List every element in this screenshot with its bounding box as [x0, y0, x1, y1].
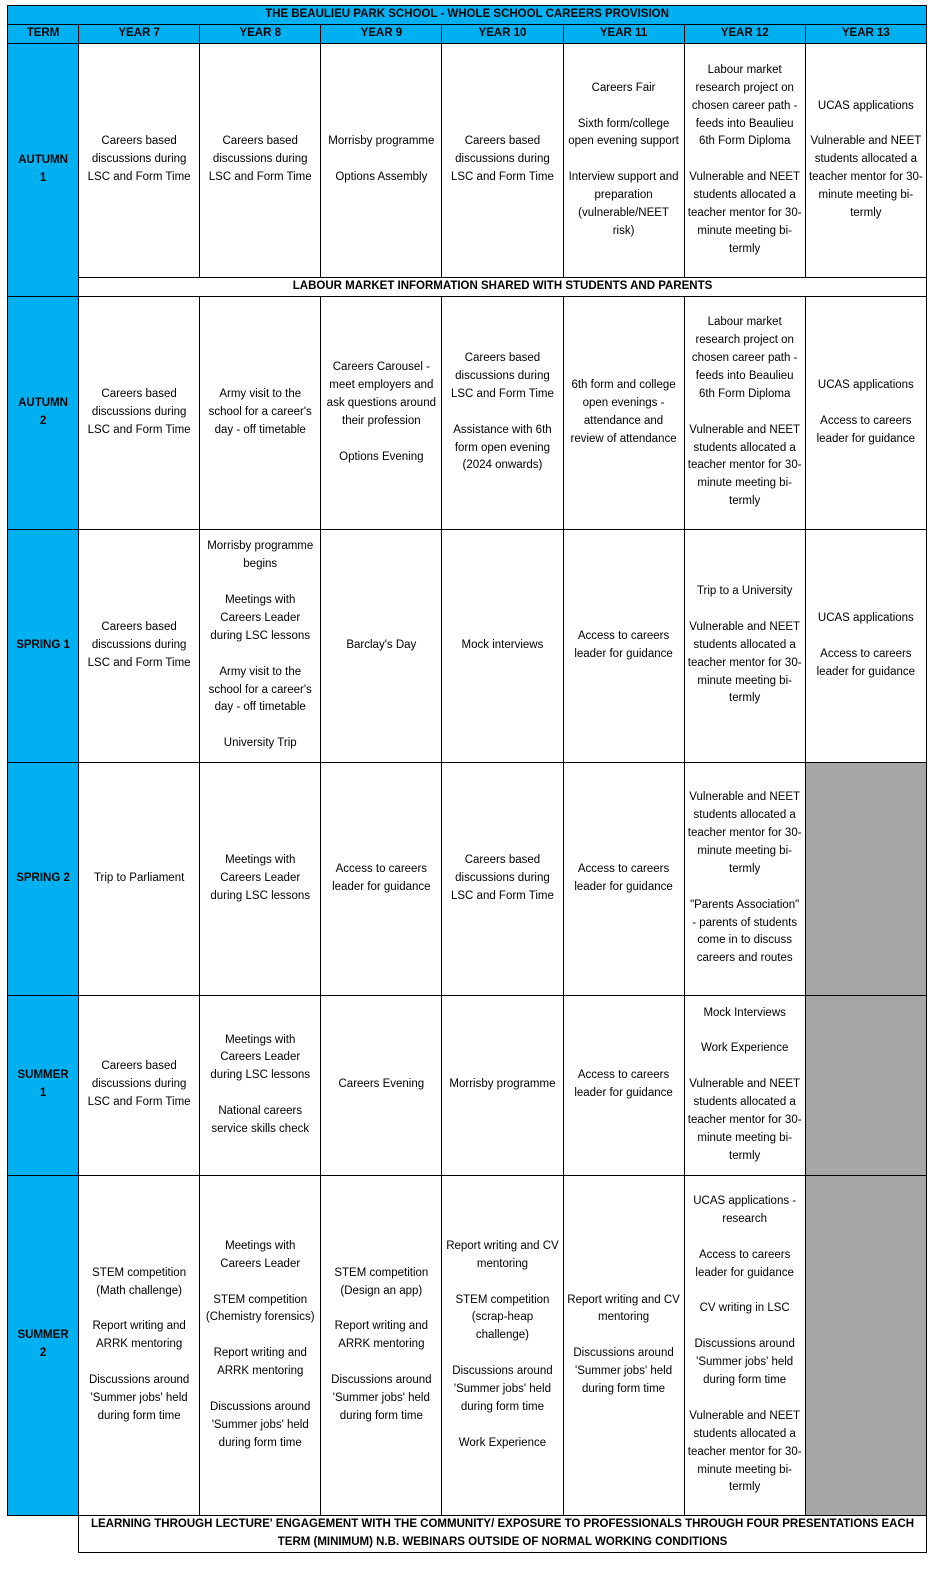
activity-cell	[684, 529, 805, 762]
activity-item: UCAS applications	[817, 611, 914, 624]
activity-item: Careers based discussions during LSC and Form Time	[450, 352, 554, 400]
activity-cell	[442, 762, 563, 995]
lmi-band-row	[8, 277, 927, 296]
activity-cell	[79, 43, 200, 277]
activity-item: Access to careers leader for guidance	[332, 862, 431, 893]
activity-item: Access to careers leader for guidance	[574, 1069, 673, 1100]
activity-cell	[321, 762, 442, 995]
table-body	[8, 6, 927, 1553]
activity-item: Interview support and preparation (vulnerable/NEET risk)	[568, 171, 679, 237]
activity-item: Discussions around 'Summer jobs' held during form time	[210, 1400, 311, 1449]
activity-item: Army visit to the school for a career's day - off timetable	[208, 387, 312, 436]
term-label	[8, 529, 79, 762]
column-header-row	[8, 24, 927, 43]
term-row	[8, 995, 927, 1175]
activity-item: STEM competition (scrap-heap challenge)	[455, 1293, 550, 1342]
activity-item: Army visit to the school for a career's day - off timetable	[208, 665, 312, 714]
footer-row	[8, 1515, 927, 1552]
activity-item: Morrisby programme	[328, 135, 435, 148]
column-header-year-13: YEAR 13	[805, 24, 926, 43]
term-row	[8, 529, 927, 762]
activity-cell	[563, 296, 684, 529]
activity-cell	[79, 529, 200, 762]
term-label-line: SUMMER	[17, 1329, 69, 1342]
activity-item: Discussions around 'Summer jobs' held during form time	[694, 1338, 795, 1387]
activity-item: "Parents Association" - parents of students come in to discuss careers and routes	[690, 898, 800, 965]
activity-item: University Trip	[223, 737, 297, 750]
activity-item: Access to careers leader for guidance	[574, 629, 673, 660]
column-header-year-7: YEAR 7	[79, 24, 200, 43]
activity-cell	[321, 1175, 442, 1515]
activity-item: UCAS applications	[817, 99, 914, 112]
activity-cell	[684, 762, 805, 995]
term-label-line: SPRING 2	[16, 871, 70, 884]
activity-item: Careers Fair	[591, 81, 656, 94]
activity-cell	[442, 1175, 563, 1515]
activity-cell	[321, 529, 442, 762]
activity-item: Discussions around 'Summer jobs' held during form time	[88, 1374, 190, 1422]
activity-item: Access to careers leader for guidance	[816, 647, 916, 678]
table-title: THE BEAULIEU PARK SCHOOL - WHOLE SCHOOL CAREERS PROVISION	[8, 6, 927, 25]
activity-item: Meetings with Careers Leader	[220, 1239, 301, 1270]
activity-cell	[442, 529, 563, 762]
title-row	[8, 6, 927, 25]
empty-grey-cell	[805, 995, 926, 1175]
term-label-line: SPRING 1	[16, 638, 70, 651]
activity-item: CV writing in LSC	[699, 1302, 790, 1315]
empty-grey-cell	[805, 1175, 926, 1515]
activity-item: Options Assembly	[335, 171, 428, 184]
activity-cell	[805, 296, 926, 529]
activity-item: Vulnerable and NEET students allocated a teacher mentor for 30-minute meeting bi-termly	[687, 1078, 802, 1162]
term-label	[8, 995, 79, 1175]
column-header-term: TERM	[8, 24, 79, 43]
activity-cell	[805, 529, 926, 762]
term-label-line: 2	[39, 1347, 47, 1360]
activity-item: Access to careers leader for guidance	[695, 1248, 794, 1279]
activity-cell	[200, 1175, 321, 1515]
activity-cell	[442, 296, 563, 529]
activity-cell	[200, 995, 321, 1175]
activity-cell	[684, 995, 805, 1175]
activity-item: Mock interviews	[461, 638, 544, 651]
activity-cell	[321, 43, 442, 277]
activity-item: Vulnerable and NEET students allocated a teacher mentor for 30-minute meeting bi-termly	[687, 171, 802, 255]
activity-cell	[79, 296, 200, 529]
activity-cell	[79, 762, 200, 995]
activity-item: Access to careers leader for guidance	[816, 414, 916, 445]
activity-item: Vulnerable and NEET students allocated a teacher mentor for 30-minute meeting bi-termly	[687, 1409, 802, 1494]
column-header-year-11: YEAR 11	[563, 24, 684, 43]
term-label	[8, 296, 79, 529]
activity-item: STEM competition (Design an app)	[334, 1266, 429, 1297]
activity-cell	[563, 43, 684, 277]
activity-item: Careers Evening	[338, 1078, 425, 1091]
activity-cell	[442, 995, 563, 1175]
column-header-year-8: YEAR 8	[200, 24, 321, 43]
activity-item: Careers based discussions during LSC and Form Time	[87, 1060, 191, 1109]
term-label-line: SUMMER	[17, 1069, 69, 1082]
term-row	[8, 296, 927, 529]
activity-item: Careers based discussions during LSC and Form Time	[450, 135, 554, 184]
activity-item: Vulnerable and NEET students allocated a teacher mentor for 30-minute meeting bi-termly	[687, 423, 802, 508]
activity-cell	[563, 762, 684, 995]
term-label-line: AUTUMN	[18, 153, 68, 166]
term-row	[8, 762, 927, 995]
activity-cell	[684, 43, 805, 277]
term-row	[8, 1175, 927, 1515]
activity-item: Meetings with Careers Leader during LSC lessons	[210, 594, 311, 642]
activity-cell	[805, 43, 926, 277]
term-label-line: 1	[39, 171, 47, 184]
activity-cell	[321, 296, 442, 529]
activity-item: Meetings with Careers Leader during LSC lessons	[210, 853, 311, 902]
empty-grey-cell	[805, 762, 926, 995]
activity-item: Trip to a University	[696, 585, 793, 598]
activity-cell	[684, 296, 805, 529]
footer-spacer	[8, 1515, 79, 1552]
activity-item: National careers service skills check	[211, 1105, 310, 1136]
activity-item: Sixth form/college open evening support	[568, 117, 679, 148]
activity-cell	[563, 529, 684, 762]
activity-item: Vulnerable and NEET students allocated a teacher mentor for 30-minute meeting bi-termly	[687, 620, 802, 705]
activity-item: Work Experience	[458, 1436, 547, 1449]
activity-item: STEM competition (Math challenge)	[92, 1266, 187, 1297]
lmi-band: LABOUR MARKET INFORMATION SHARED WITH STUDENTS AND PARENTS	[79, 277, 927, 296]
term-label-line: 2	[39, 414, 47, 427]
activity-item: Careers based discussions during LSC and Form Time	[87, 620, 191, 669]
activity-item: Labour market research project on chosen career path - feeds into Beaulieu 6th Form Diploma	[691, 316, 798, 400]
activity-cell	[563, 1175, 684, 1515]
activity-cell	[200, 43, 321, 277]
activity-item: Access to careers leader for guidance	[574, 862, 673, 893]
term-label	[8, 1175, 79, 1515]
activity-item: Morrisby programme	[449, 1078, 556, 1091]
activity-item: Discussions around 'Summer jobs' held during form time	[452, 1365, 553, 1413]
footer-note: LEARNING THROUGH LECTURE' ENGAGEMENT WITH THE COMMUNITY/ EXPOSURE TO PROFESSIONALS THROUGH FOUR PRESENTATIONS EACH TERM (MINIMUM) N.B. WEBINARS OUTSIDE OF NORMAL WORKING CONDITIONS	[79, 1515, 927, 1552]
activity-cell	[684, 1175, 805, 1515]
activity-item: Discussions around 'Summer jobs' held during form time	[573, 1347, 674, 1396]
activity-item: Report writing and CV mentoring	[567, 1293, 680, 1324]
term-label	[8, 43, 79, 296]
term-label-line: 1	[39, 1087, 47, 1100]
activity-item: Vulnerable and NEET students allocated a teacher mentor for 30-minute meeting bi-termly	[687, 791, 802, 875]
activity-cell	[442, 43, 563, 277]
activity-cell	[79, 1175, 200, 1515]
activity-item: Discussions around 'Summer jobs' held during form time	[331, 1374, 432, 1422]
column-header-year-12: YEAR 12	[684, 24, 805, 43]
activity-item: UCAS applications - research	[693, 1195, 797, 1225]
activity-item: UCAS applications	[817, 378, 914, 391]
activity-item: Vulnerable and NEET students allocated a teacher mentor for 30-minute meeting bi-termly	[808, 135, 923, 220]
activity-item: Work Experience	[700, 1042, 789, 1055]
activity-cell	[563, 995, 684, 1175]
activity-item: Options Evening	[339, 450, 424, 463]
activity-cell	[79, 995, 200, 1175]
activity-item: Careers based discussions during LSC and Form Time	[208, 135, 312, 184]
column-header-year-10: YEAR 10	[442, 24, 563, 43]
term-row	[8, 43, 927, 277]
activity-item: Report writing and CV mentoring	[446, 1239, 559, 1270]
activity-cell	[200, 762, 321, 995]
activity-item: Careers Carousel - meet employers and ask questions around their profession	[326, 361, 436, 427]
term-label-line: AUTUMN	[18, 396, 68, 409]
careers-provision-table	[7, 5, 927, 1553]
activity-item: Barclay's Day	[346, 638, 417, 651]
activity-item: Morrisby programme begins	[207, 540, 314, 571]
activity-item: Assistance with 6th form open evening (2024 onwards)	[453, 423, 552, 472]
activity-item: Trip to Parliament	[93, 871, 185, 884]
activity-item: Meetings with Careers Leader during LSC lessons	[210, 1033, 311, 1082]
activity-item: Report writing and ARRK mentoring	[92, 1320, 186, 1351]
activity-item: Careers based discussions during LSC and Form Time	[450, 853, 554, 902]
activity-item: Mock Interviews	[703, 1006, 786, 1019]
activity-item: Report writing and ARRK mentoring	[334, 1320, 428, 1351]
activity-cell	[321, 995, 442, 1175]
activity-cell	[200, 529, 321, 762]
activity-item: 6th form and college open evenings - attendance and review of attendance	[570, 378, 677, 445]
activity-item: Careers based discussions during LSC and Form Time	[87, 135, 191, 184]
activity-item: Careers based discussions during LSC and Form Time	[87, 387, 191, 436]
activity-item: Report writing and ARRK mentoring	[213, 1347, 307, 1378]
activity-item: Labour market research project on chosen career path - feeds into Beaulieu 6th Form Diploma	[691, 63, 798, 148]
term-label	[8, 762, 79, 995]
column-header-year-9: YEAR 9	[321, 24, 442, 43]
activity-item: STEM competition (Chemistry forensics)	[205, 1293, 315, 1324]
activity-cell	[200, 296, 321, 529]
